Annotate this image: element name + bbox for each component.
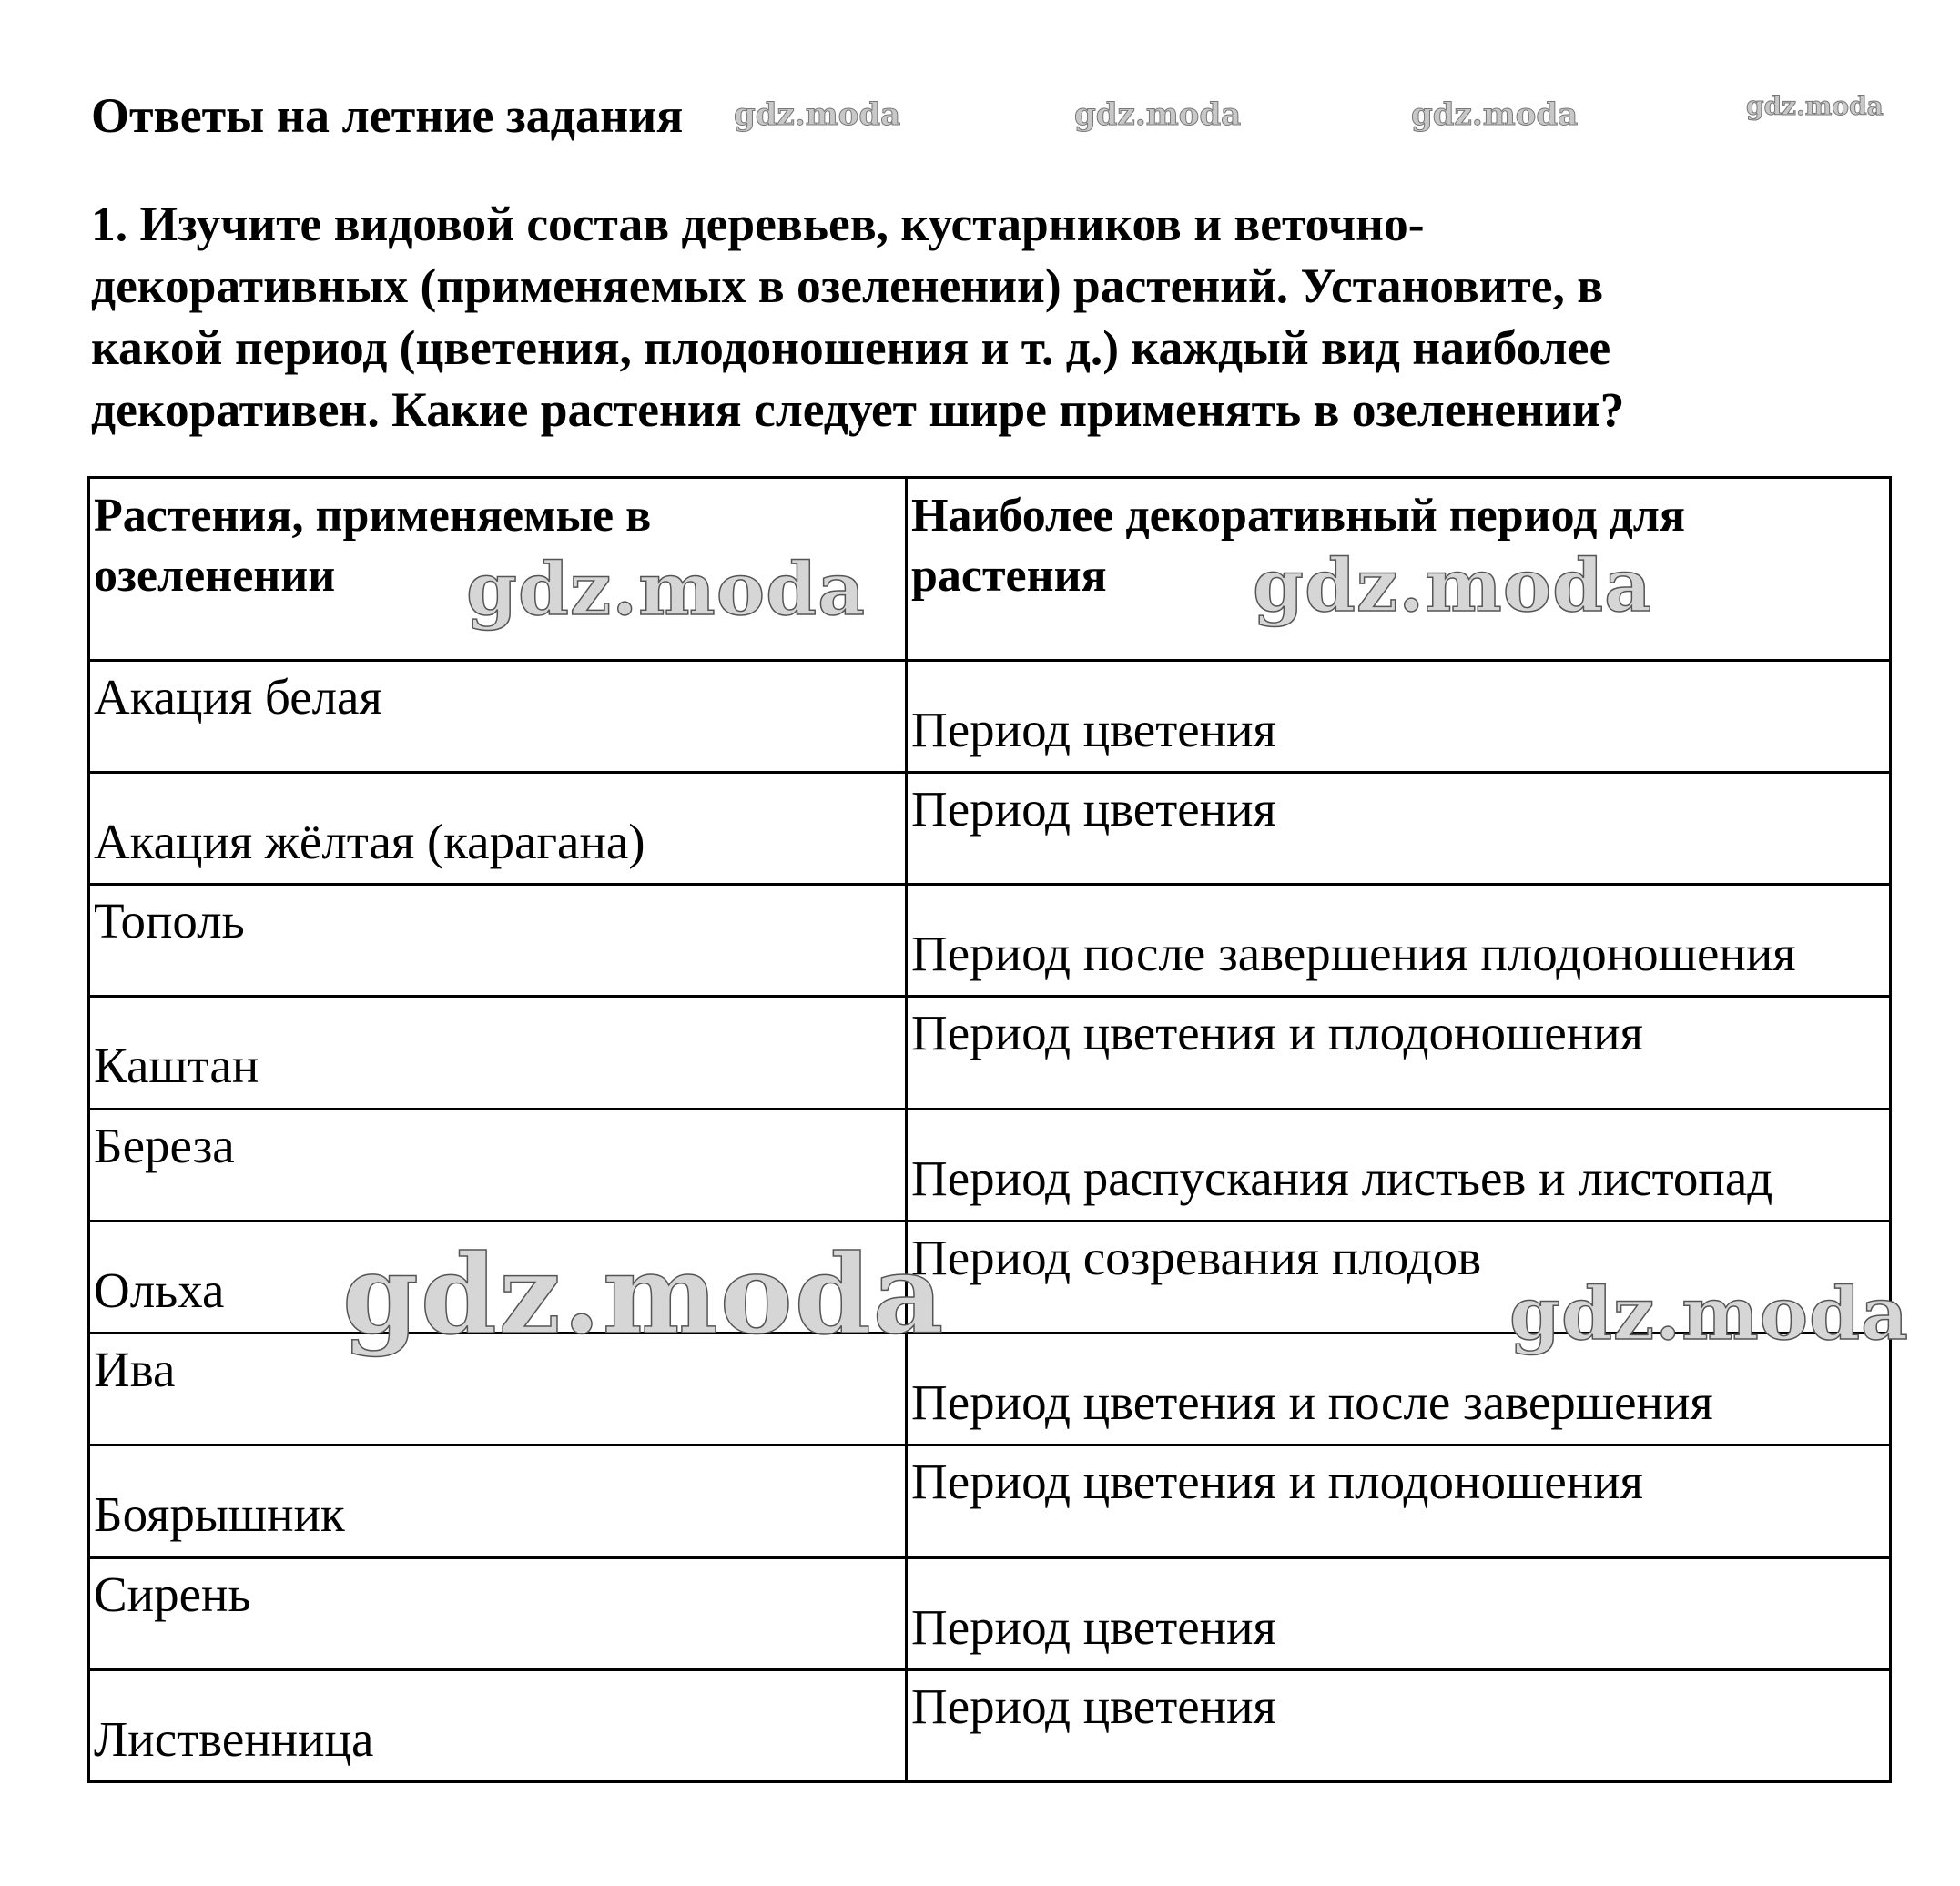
plant-cell: Акация жёлтая (карагана) (89, 772, 907, 884)
table-row (89, 660, 1891, 772)
task-line: декоративных (применяемых в озеленении) растений. Установите, в (91, 259, 1604, 313)
plant-cell: Береза (89, 1109, 907, 1221)
plant-cell: Тополь (89, 885, 907, 997)
period-cell: Период цветения (907, 1557, 1891, 1669)
period-cell: Период цветения и плодоношения (907, 1445, 1891, 1557)
watermark: gdz.moda (734, 96, 901, 133)
table-row (89, 1445, 1891, 1557)
period-cell: Период распускания листьев и листопад (907, 1109, 1891, 1221)
table-row (89, 997, 1891, 1109)
table-row (89, 1669, 1891, 1781)
table-row (89, 772, 1891, 884)
period-cell: Период после завершения плодоношения (907, 885, 1891, 997)
period-cell: Период цветения (907, 660, 1891, 772)
watermark: gdz.moda (1411, 96, 1579, 133)
task-question (91, 193, 1894, 441)
watermark: gdz.moda (1253, 542, 1652, 628)
task-line: декоративен. Какие растения следует шире применять в озеленении? (91, 382, 1625, 437)
table-row (89, 1109, 1891, 1221)
period-cell: Период цветения и плодоношения (907, 997, 1891, 1109)
table-row (89, 1333, 1891, 1445)
plant-cell: Ива (89, 1333, 907, 1445)
table-row (89, 885, 1891, 997)
watermark: gdz.moda (1746, 91, 1884, 121)
plant-cell: Ольха (89, 1221, 907, 1333)
table-row (89, 1557, 1891, 1669)
header-period: Наиболее декоративный период для растения (907, 478, 1891, 661)
plant-cell: Сирень (89, 1557, 907, 1669)
period-cell: Период цветения (907, 1669, 1891, 1781)
table-row (89, 1221, 1891, 1333)
period-cell: Период созревания плодов (907, 1221, 1891, 1333)
table-header-row (89, 478, 1891, 661)
page-title: Ответы на летние задания (91, 88, 684, 143)
watermark: gdz.moda (1509, 1271, 1909, 1356)
answers-table (87, 476, 1892, 1783)
plant-cell: Боярышник (89, 1445, 907, 1557)
task-line: какой период (цветения, плодоношения и т. д.) каждый вид наиболее (91, 320, 1611, 375)
watermark: gdz.moda (466, 546, 866, 632)
plant-cell: Лиственница (89, 1669, 907, 1781)
period-cell: Период цветения и после завершения (907, 1333, 1891, 1445)
task-line: 1. Изучите видовой состав деревьев, кустарников и веточно- (91, 197, 1425, 251)
plant-cell: Каштан (89, 997, 907, 1109)
period-cell: Период цветения (907, 772, 1891, 884)
plant-cell: Акация белая (89, 660, 907, 772)
header-plant: Растения, применяемые в озеленении (89, 478, 907, 661)
watermark: gdz.moda (342, 1231, 946, 1359)
watermark: gdz.moda (1074, 96, 1242, 133)
